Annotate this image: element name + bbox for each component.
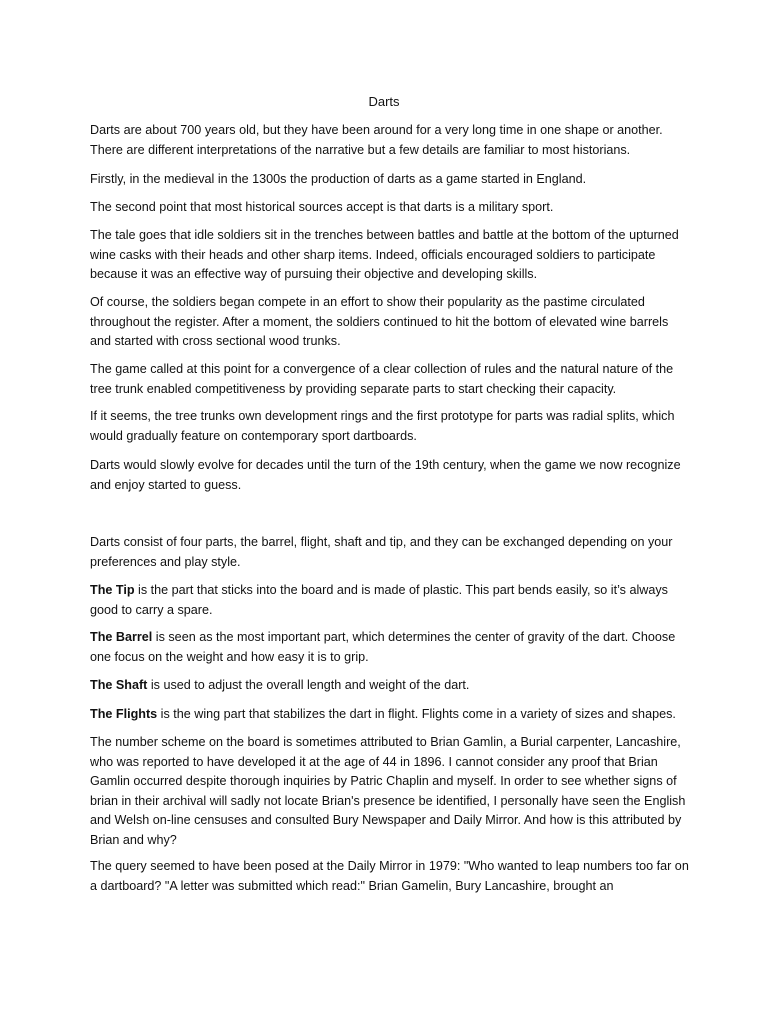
part-shaft <box>90 676 690 696</box>
paragraph-rules: The game called at this point for a convergence of a clear collection of rules and the natural nature of the tree trunk enabled competitiveness by providing separate parts to start checking their capacity. <box>90 362 674 396</box>
paragraph-age: Darts are about 700 years old, but they have been around for a very long time in one shape or another. There are different interpretations of the narrative but a few details are familiar to most historians. <box>90 123 663 157</box>
part-description: is seen as the most important part, which determines the center of gravity of the dart. Choose one focus on the weight and how easy it is to grip. <box>90 630 676 664</box>
part-term: The Shaft <box>90 678 148 692</box>
paragraph-tale: The tale goes that idle soldiers sit in the trenches between battles and battle at the bottom of the upturned wine casks with their heads and other sharp items. Indeed, officials encouraged soldiers to participate because it was an effective way of pursuing their objective and developing skills. <box>90 228 679 281</box>
paragraph-evolve: Darts would slowly evolve for decades until the turn of the 19th century, when the game we now recognize and enjoy started to guess. <box>90 458 681 492</box>
part-flights <box>90 705 690 725</box>
part-term: The Barrel <box>90 630 153 644</box>
paragraph-four-parts: Darts consist of four parts, the barrel, flight, shaft and tip, and they can be exchanged depending on your preferences and play style. <box>90 535 673 569</box>
part-description: is the wing part that stabilizes the dart in flight. Flights come in a variety of sizes and shapes. <box>157 707 676 721</box>
part-barrel <box>90 628 690 667</box>
part-description: is used to adjust the overall length and weight of the dart. <box>147 678 470 692</box>
paragraph-number-scheme: The number scheme on the board is sometimes attributed to Brian Gamlin, a Burial carpenter, Lancashire, who was reported to have developed it at the age of 44 in 1896. I cannot consider any proof that Brian Gamlin occurred despite thorough inquiries by Patric Chaplin and myself. In order to see whether signs of brian in their archival will sadly not locate Brian's presence be identified, I personally have seen the English and Welsh on-line censuses and consulted Bury Newspaper and Daily Mirror. And how is this attributed by Brian and why? <box>90 735 686 847</box>
paragraph-military: The second point that most historical sources accept is that darts is a military sport. <box>90 200 554 214</box>
paragraph-medieval: Firstly, in the medieval in the 1300s the production of darts as a game started in England. <box>90 172 587 186</box>
part-description: is the part that sticks into the board and is made of plastic. This part bends easily, so it’s always good to carry a spare. <box>90 583 668 617</box>
paragraph-rings: If it seems, the tree trunks own development rings and the first prototype for parts was radial splits, which would gradually feature on contemporary sport dartboards. <box>90 409 675 443</box>
paragraph-query: The query seemed to have been posed at the Daily Mirror in 1979: "Who wanted to leap numbers too far on a dartboard? "A letter was submitted which read:" Brian Gamelin, Bury Lancashire, brought an <box>90 859 689 893</box>
paragraph-compete: Of course, the soldiers began compete in an effort to show their popularity as the pastime circulated throughout the register. After a moment, the soldiers continued to hit the bottom of elevated wine barrels and started with cross sectional wood trunks. <box>90 295 669 348</box>
part-term: The Flights <box>90 707 158 721</box>
document-title: Darts <box>368 94 400 109</box>
part-term: The Tip <box>90 583 135 597</box>
part-tip <box>90 581 690 620</box>
